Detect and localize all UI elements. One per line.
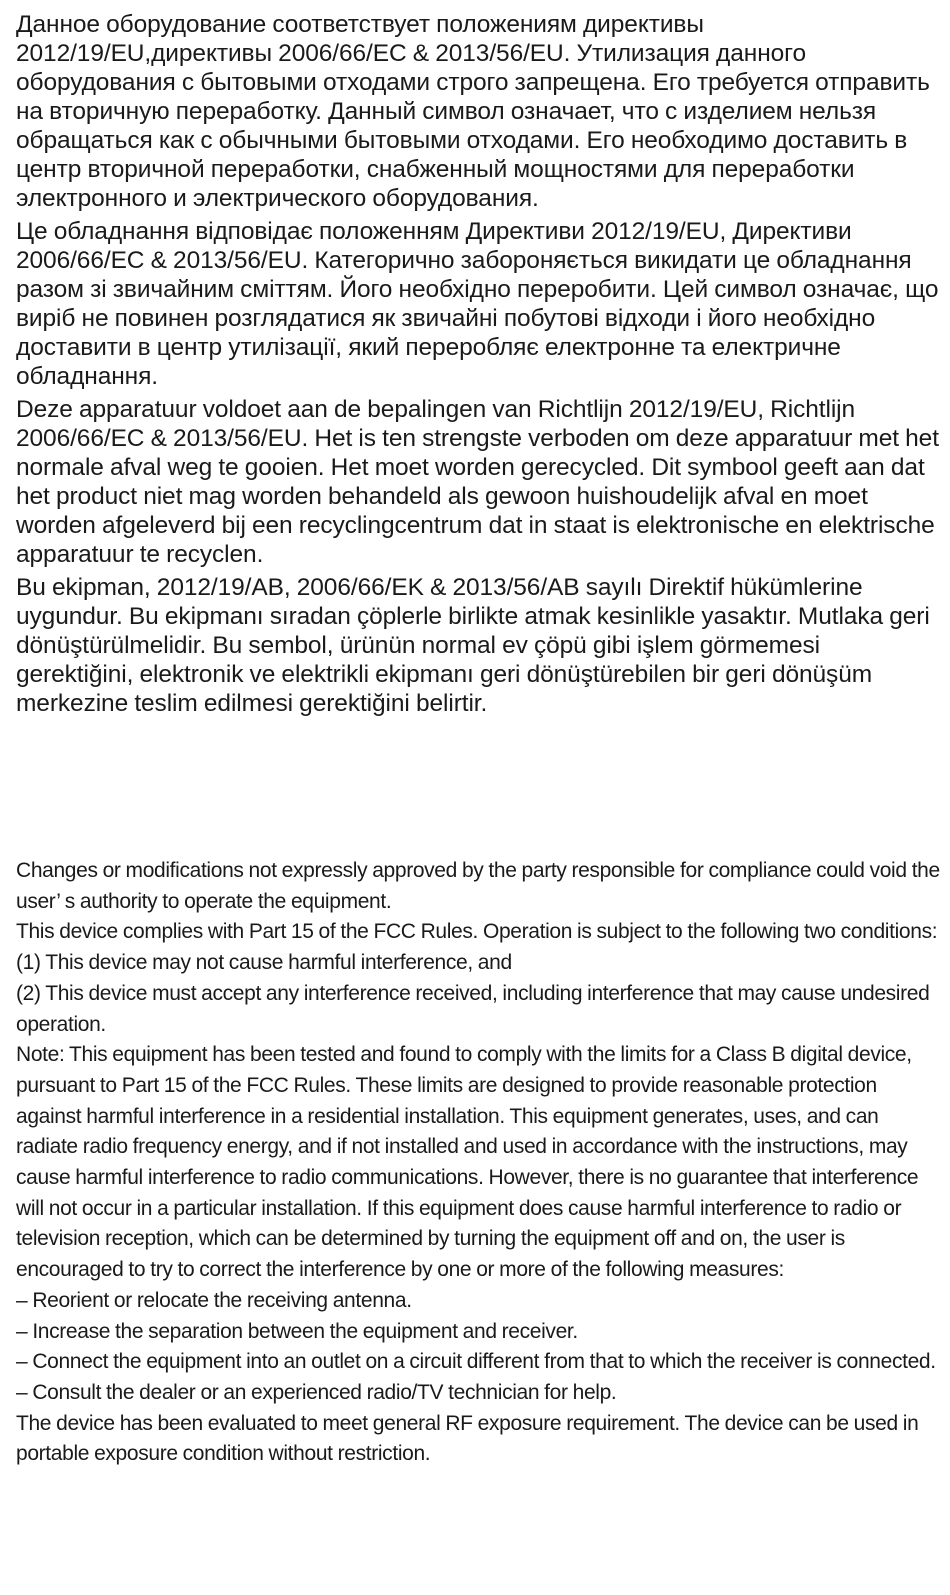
weee-paragraph-russian: Данное оборудование соответствует положениям директивы 2012/19/EU,директивы 2006/66/EC & 2013/56/EU. Утилизация данного оборудования с бытовыми отходами строго запрещена. Его требуется отправить на вторичную переработку. Данный символ означает, что с изделием нельзя обращаться как с обычными бытовыми отходами. Его необходимо доставить в центр вторичной переработки, снабженный мощностями для переработки электронного и электрического оборудования. <box>16 11 930 212</box>
weee-paragraph-turkish: Bu ekipman, 2012/19/AB, 2006/66/EK & 2013/56/AB sayılı Direktif hükümlerine uygundur. Bu ekipmanı sıradan çöplerle birlikte atmak kesinlikle yasaktır. Mutlaka geri dönüştürülmelidir. Bu sembol, ürünün normal ev çöpü gibi işlem görmemesi gerektiğini, elektronik ve elektrikli ekipmanı geri dönüştürebilen bir geri dönüşüm merkezine teslim edilmesi gerektiğini belirtir. <box>16 574 930 717</box>
fcc-rf-exposure-statement: The device has been evaluated to meet general RF exposure requirement. The device can be used in portable exposure condition without restriction. <box>16 1411 919 1466</box>
fcc-measure-3: – Connect the equipment into an outlet on a circuit different from that to which the receiver is connected. <box>16 1350 936 1374</box>
weee-paragraph-ukrainian: Це обладнання відповідає положенням Директиви 2012/19/EU, Директиви 2006/66/EC & 2013/56/EU. Категорично забороняється викидати це обладнання разом зі звичайним сміттям. Його необхідно переробити. Цей символ означає, що виріб не повинен розглядатися як звичайні побутові відходи і його необхідно доставити в центр утилізації, який переробляє електронне та електричне обладнання. <box>16 218 939 390</box>
fcc-changes-warning: Changes or modifications not expressly approved by the party responsible for compliance could void the user’ s authority to operate the equipment. <box>16 859 940 913</box>
fcc-condition-2: (2) This device must accept any interference received, including interference that may cause undesired operation. <box>16 981 930 1036</box>
fcc-condition-1: (1) This device may not cause harmful interference, and <box>16 951 512 975</box>
fcc-measure-2: – Increase the separation between the equipment and receiver. <box>16 1319 578 1343</box>
fcc-measure-4: – Consult the dealer or an experienced radio/TV technician for help. <box>16 1380 617 1404</box>
weee-section <box>16 10 940 722</box>
fcc-measure-1: – Reorient or relocate the receiving antenna. <box>16 1288 412 1312</box>
weee-paragraph-dutch: Deze apparatuur voldoet aan de bepalingen van Richtlijn 2012/19/EU, Richtlijn 2006/66/EC & 2013/56/EU. Het is ten strengste verboden om deze apparatuur met het normale afval weg te gooien. Het moet worden gerecycled. Dit symbool geeft aan dat het product niet mag worden behandeld als gewoon huishoudelijk afval en moet worden afgeleverd bij een recyclingcentrum dat in staat is elektronische en elektrische apparatuur te recyclen. <box>16 396 939 568</box>
fcc-compliance-statement: This device complies with Part 15 of the FCC Rules. Operation is subject to the following two conditions: <box>16 920 938 944</box>
fcc-statement-section <box>16 856 940 1470</box>
fcc-class-b-note: Note: This equipment has been tested and found to comply with the limits for a Class B digital device, pursuant to Part 15 of the FCC Rules. These limits are designed to provide reasonable protection against harmful interference in a residential installation. This equipment generates, uses, and can radiate radio frequency energy, and if not installed and used in accordance with the instructions, may cause harmful interference to radio communications. However, there is no guarantee that interference will not occur in a particular installation. If this equipment does cause harmful interference to radio or television reception, which can be determined by turning the equipment off and on, the user is encouraged to try to correct the interference by one or more of the following measures: <box>16 1043 919 1282</box>
